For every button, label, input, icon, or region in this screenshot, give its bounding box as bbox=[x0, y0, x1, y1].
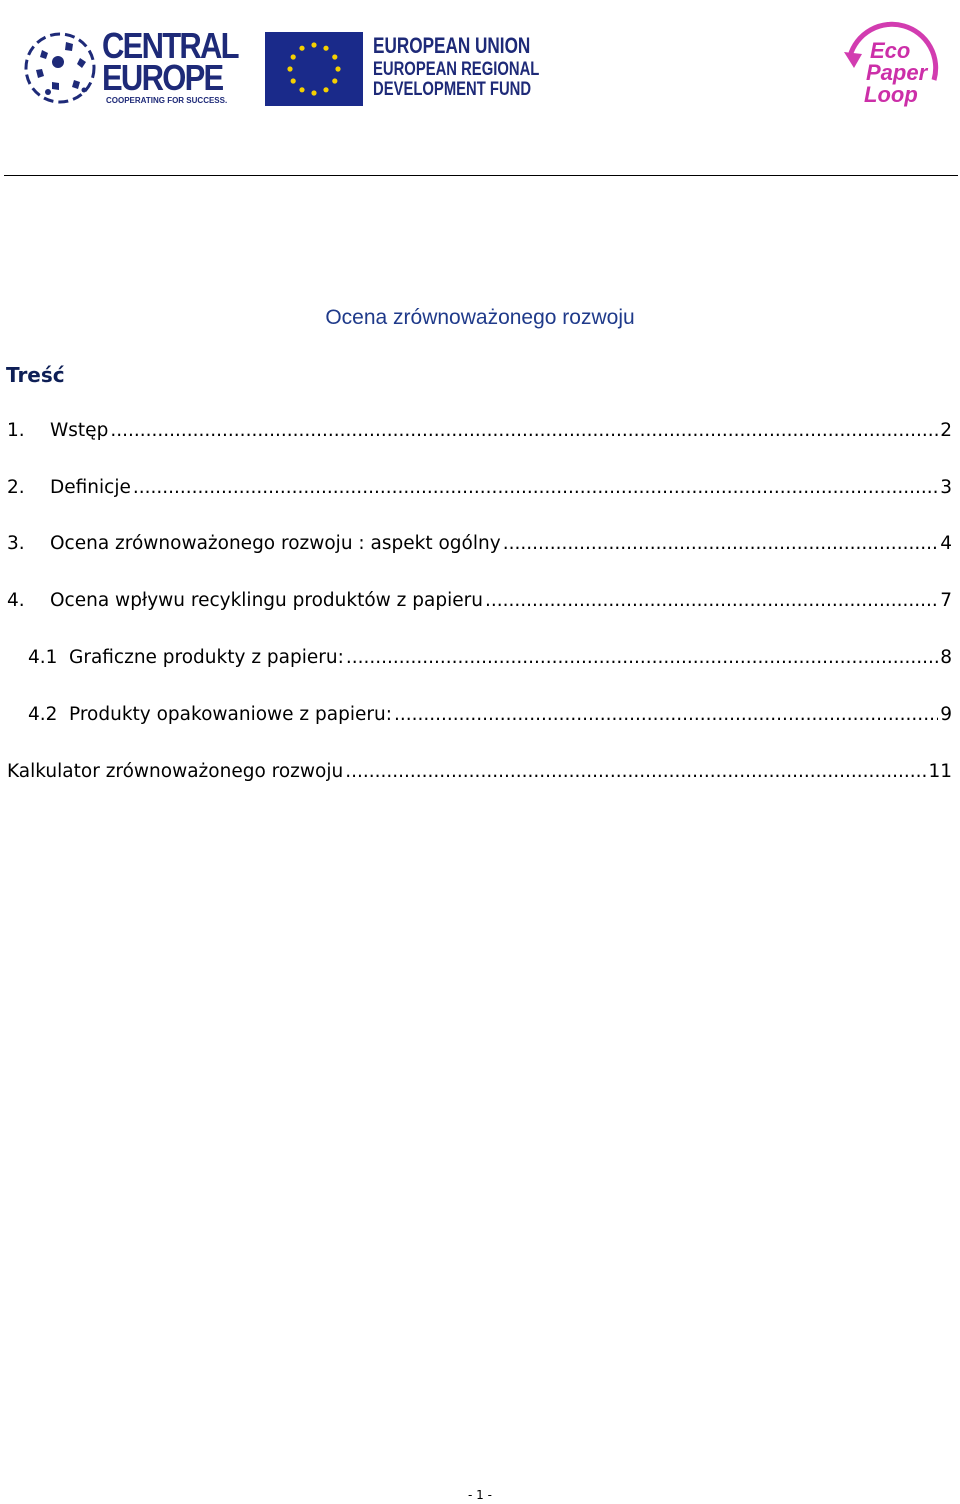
toc-entry[interactable] bbox=[7, 420, 952, 441]
eu-star-icon bbox=[332, 54, 337, 59]
eco-logo-line2: Paper bbox=[866, 60, 928, 85]
central-europe-logo bbox=[18, 26, 248, 112]
toc-entry-number: 4.1 bbox=[28, 647, 58, 668]
eu-logo bbox=[265, 32, 540, 106]
toc-leader-dots bbox=[485, 590, 938, 611]
eu-logo-line1: EUROPEAN UNION bbox=[373, 33, 531, 58]
toc-entry-text: Ocena zrównoważonego rozwoju : aspekt ogólny bbox=[50, 533, 501, 554]
central-europe-logo-tagline: COOPERATING FOR SUCCESS. bbox=[106, 96, 228, 105]
eu-star-icon bbox=[291, 54, 296, 59]
eco-paper-loop-logo bbox=[838, 12, 950, 110]
eco-logo-line3: Loop bbox=[864, 82, 918, 107]
toc-entry-page: 8 bbox=[940, 647, 952, 668]
eu-star-icon bbox=[291, 78, 296, 83]
toc-entry-number: 3. bbox=[7, 533, 25, 554]
toc-entry-number: 4. bbox=[7, 590, 25, 611]
toc-entry-number: 4.2 bbox=[28, 704, 58, 725]
eu-logo-line3: DEVELOPMENT FUND bbox=[373, 79, 532, 100]
eu-star-icon bbox=[335, 66, 340, 71]
central-europe-logo-line2: EUROPE bbox=[102, 57, 223, 98]
eu-flag-icon bbox=[265, 32, 363, 106]
toc-entry[interactable] bbox=[7, 590, 952, 611]
eu-logo-line2: EUROPEAN REGIONAL bbox=[373, 59, 540, 80]
toc-entry-number: 2. bbox=[7, 477, 25, 498]
toc-entry-text: Produkty opakowaniowe z papieru: bbox=[69, 704, 392, 725]
toc-leader-dots bbox=[394, 704, 938, 725]
toc-entry[interactable] bbox=[7, 477, 952, 498]
header-divider bbox=[4, 175, 958, 176]
toc-entry-text: Kalkulator zrównoważonego rozwoju bbox=[7, 761, 344, 782]
toc-entry[interactable] bbox=[7, 761, 952, 782]
toc-entry-text: Graficzne produkty z papieru: bbox=[69, 647, 344, 668]
toc-entry-page: 11 bbox=[928, 761, 952, 782]
toc-leader-dots bbox=[133, 477, 938, 498]
eu-star-icon bbox=[299, 87, 304, 92]
eu-star-icon bbox=[323, 87, 328, 92]
eu-star-icon bbox=[323, 46, 328, 51]
toc-entry-number: 1. bbox=[7, 420, 25, 441]
toc-heading: Treść bbox=[6, 363, 65, 387]
toc-entry-page: 7 bbox=[940, 590, 952, 611]
stars-globe-icon bbox=[22, 30, 98, 106]
toc-entry-page: 9 bbox=[940, 704, 952, 725]
central-europe-logo-line1: CENTRAL bbox=[102, 25, 238, 66]
document-title: Ocena zrównoważonego rozwoju bbox=[325, 306, 635, 329]
toc-leader-dots bbox=[110, 420, 938, 441]
eu-star-icon bbox=[287, 66, 292, 71]
toc-leader-dots bbox=[503, 533, 939, 554]
toc-entry[interactable] bbox=[28, 647, 952, 668]
toc-entry[interactable] bbox=[28, 704, 952, 725]
toc-entry-page: 4 bbox=[940, 533, 952, 554]
toc-entry-text: Ocena wpływu recyklingu produktów z papieru bbox=[50, 590, 483, 611]
page-number: - 1 - bbox=[468, 1488, 492, 1502]
toc-leader-dots bbox=[346, 647, 938, 668]
page-header bbox=[0, 0, 960, 176]
toc-entry-text: Wstęp bbox=[50, 420, 109, 441]
eu-star-icon bbox=[332, 78, 337, 83]
toc-entry-page: 2 bbox=[940, 420, 952, 441]
toc-entry-page: 3 bbox=[940, 477, 952, 498]
eco-logo-line1: Eco bbox=[870, 38, 911, 63]
toc-entry-text: Definicje bbox=[50, 477, 131, 498]
eu-star-icon bbox=[299, 46, 304, 51]
toc-entry[interactable] bbox=[7, 533, 952, 554]
toc-leader-dots bbox=[345, 761, 926, 782]
eu-star-icon bbox=[311, 90, 316, 95]
eu-star-icon bbox=[311, 42, 316, 47]
